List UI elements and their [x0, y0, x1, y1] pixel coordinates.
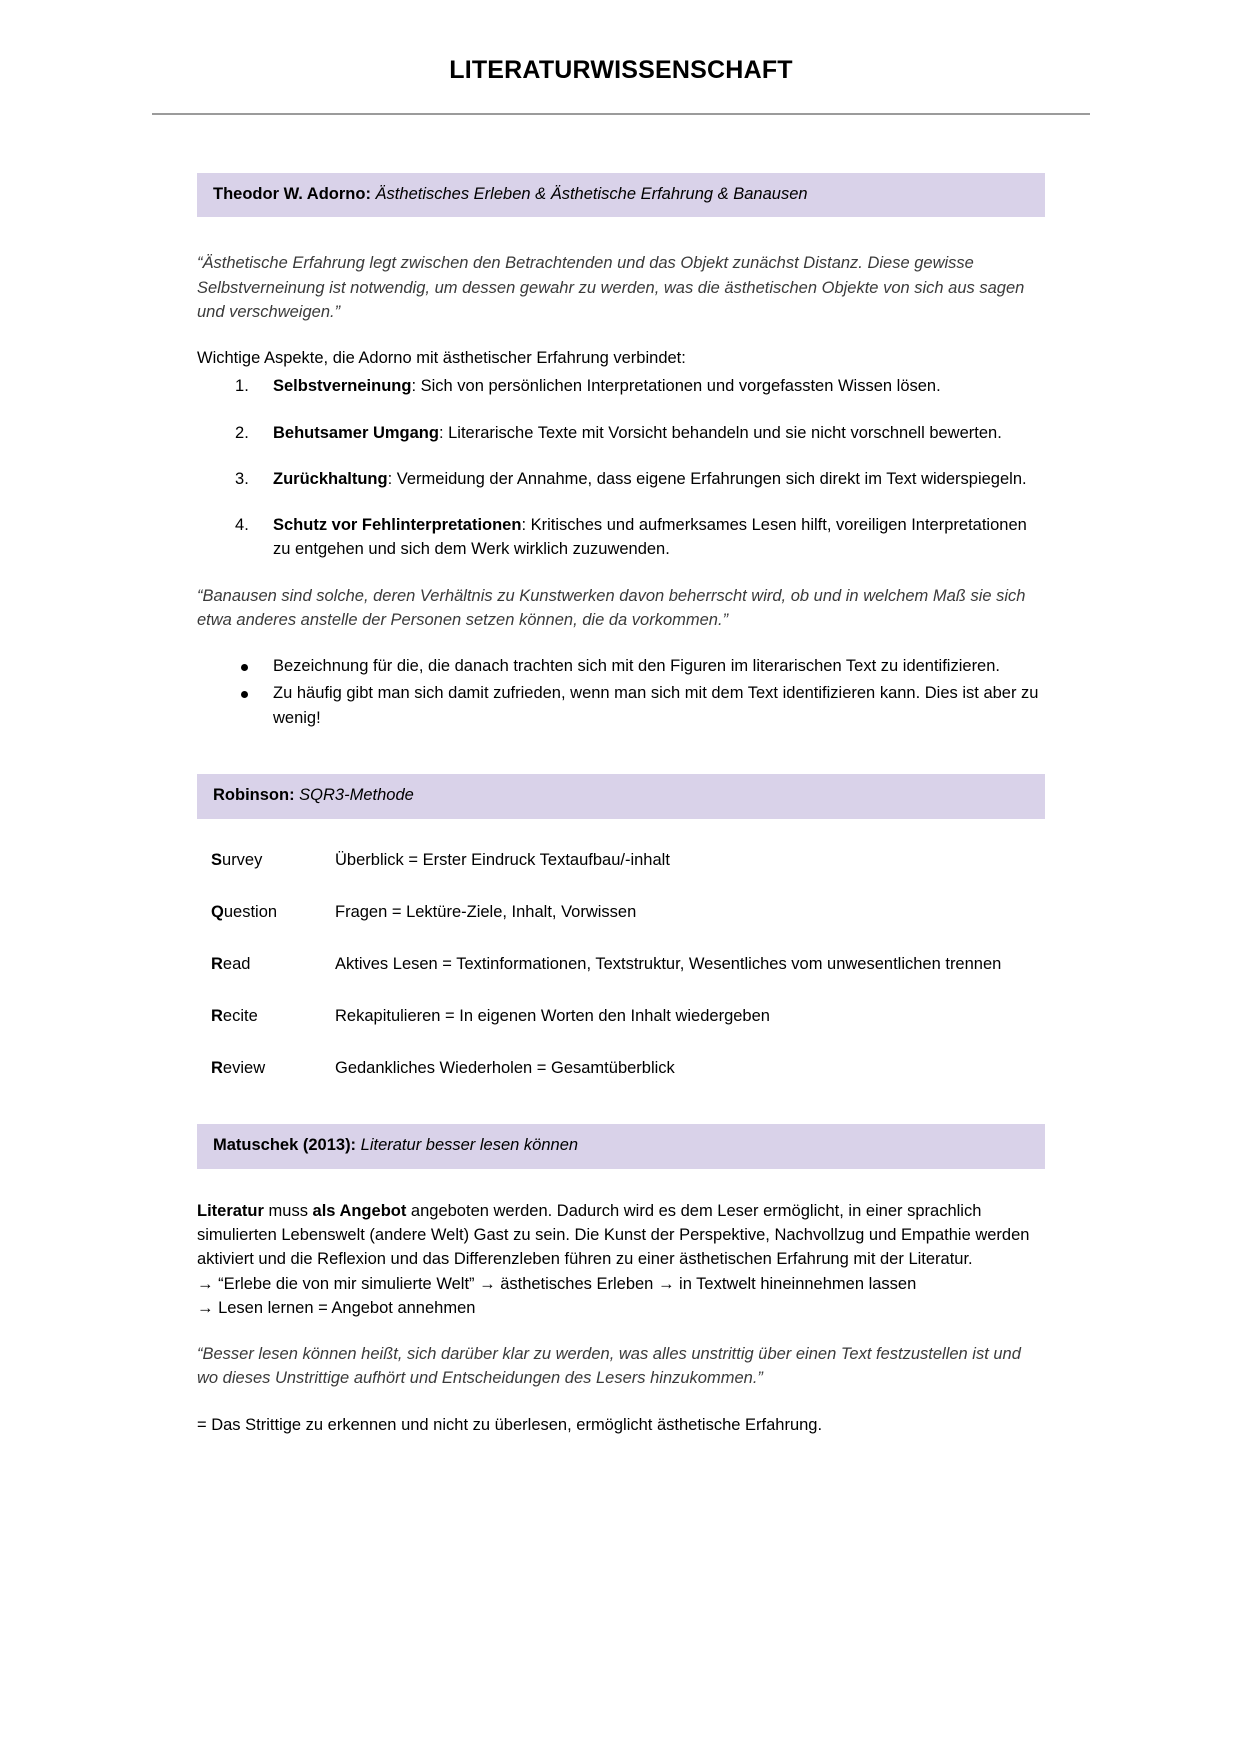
list-item: Zu häufig gibt man sich damit zufrieden, wenn man sich mit dem Text identifizieren kann. Dies ist aber zu wenig! — [197, 681, 1045, 731]
document-header — [0, 0, 1242, 115]
spacer — [197, 562, 1045, 584]
table-row — [211, 953, 1059, 1005]
banausen-bullet-list — [197, 654, 1045, 730]
list-item-lead: Schutz vor Fehlinterpretationen — [273, 516, 522, 535]
list-item-text: : Kritisches und aufmerksames Lesen hilft, voreiligen Interpretationen zu entgehen und sich dem Werk wirklich zuzuwenden. — [273, 516, 1027, 559]
sqr3-term-initial: R — [211, 1007, 223, 1026]
matuschek-arrow-line-one: → “Erlebe die von mir simulierte Welt” → ästhetisches Erleben → in Textwelt hineinnehmen lassen — [197, 1274, 917, 1293]
page-title: LITERATURWISSENSCHAFT — [449, 56, 793, 84]
list-item — [197, 513, 1045, 562]
spacer — [197, 1320, 1045, 1342]
matuschek-paragraph — [197, 1199, 1045, 1272]
matuschek-bold-angebot: als Angebot — [312, 1201, 407, 1220]
list-item — [197, 421, 1045, 445]
sqr3-term-initial: S — [211, 850, 223, 869]
list-item-lead: Behutsamer Umgang — [273, 423, 439, 442]
section-header-adorno — [197, 173, 1045, 217]
spacer — [197, 1080, 1045, 1124]
sqr3-term — [211, 901, 335, 953]
sqr3-term-initial: R — [211, 1059, 223, 1078]
sqr3-definition: Fragen = Lektüre-Ziele, Inhalt, Vorwissen — [335, 902, 637, 921]
list-item — [197, 467, 1045, 491]
spacer — [197, 632, 1045, 654]
matuschek-quote: “Besser lesen können heißt, sich darüber klar zu werden, was alles unstrittig über einen Text festzustellen ist und wo dieses Unstrittige aufhört und Entscheidungen des Lesers hinzukommen.” — [197, 1345, 1021, 1388]
sqr3-definition: Aktives Lesen = Textinformationen, Textstruktur, Wesentliches vom unwesentlichen trennen — [335, 955, 1002, 974]
list-item-lead: Selbstverneinung — [273, 377, 412, 396]
matuschek-bold-literatur: Literatur — [197, 1201, 264, 1220]
table-row — [211, 1005, 1059, 1057]
table-row — [211, 1057, 1059, 1080]
sqr3-term — [211, 953, 335, 1005]
adorno-quote-two: “Banausen sind solche, deren Verhältnis zu Kunstwerken davon beherrscht wird, ob und in welchem Maß sie sich etwa anderes anstelle der Personen setzen können, die da vorkommen.” — [197, 586, 1026, 629]
spacer — [197, 730, 1045, 774]
section-author-adorno: Theodor W. Adorno: — [213, 185, 371, 203]
matuschek-conclusion: = Das Strittige zu erkennen und nicht zu überlesen, ermöglicht ästhetische Erfahrung. — [197, 1415, 823, 1434]
section-author-matuschek: Matuschek (2013): — [213, 1136, 357, 1155]
sqr3-term-rest: urvey — [222, 850, 263, 869]
matuschek-arrow-line-two: → Lesen lernen = Angebot annehmen — [197, 1298, 476, 1317]
adorno-aspects-list — [197, 374, 1045, 561]
sqr3-definition: Gedankliches Wiederholen = Gesamtüberblick — [335, 1059, 675, 1078]
adorno-quote-one: “Ästhetische Erfahrung legt zwischen den Betrachtenden und das Objekt zunächst Distanz. Diese gewisse Selbstverneinung ist notwendig, um dessen gewahr zu werden, was die ästhetischen Objekte von sich aus sagen und verschweigen.” — [197, 254, 1025, 321]
spacer — [197, 819, 1045, 849]
adorno-aspects-intro: Wichtige Aspekte, die Adorno mit ästhetischer Erfahrung verbindet: — [197, 349, 686, 368]
matuschek-rest-text: angeboten werden. Dadurch wird es dem Leser ermöglicht, in einer sprachlich simulierten Lebenswelt (andere Welt) Gast zu sein. Die Kunst der Perspektive, Nachvollzug und Empathie werden aktiviert und die Reflexion und das Differenzleben führen zu einer ästhetischen Erfahrung mit der Literatur. — [197, 1201, 1030, 1269]
matuschek-mid-text: muss — [263, 1201, 313, 1220]
document-content — [197, 115, 1045, 1437]
sqr3-term-initial: Q — [211, 902, 224, 921]
list-item: Bezeichnung für die, die danach trachten sich mit den Figuren im literarischen Text zu identifizieren. — [197, 654, 1045, 679]
spacer — [197, 324, 1045, 346]
spacer — [197, 217, 1045, 251]
list-item-text: : Sich von persönlichen Interpretationen und vorgefassten Wissen lösen. — [411, 377, 941, 396]
sqr3-term-rest: uestion — [223, 902, 278, 921]
section-topic-matuschek: Literatur besser lesen können — [360, 1136, 579, 1155]
list-item-text: : Literarische Texte mit Vorsicht behandeln und sie nicht vorschnell bewerten. — [438, 423, 1002, 442]
sqr3-table — [211, 849, 1059, 1080]
sqr3-term-rest: ecite — [222, 1007, 258, 1026]
sqr3-term-rest: ead — [222, 955, 251, 974]
table-row — [211, 901, 1059, 953]
section-header-matuschek — [197, 1124, 1045, 1168]
sqr3-definition: Überblick = Erster Eindruck Textaufbau/-inhalt — [335, 850, 670, 869]
spacer — [197, 1391, 1045, 1413]
sqr3-term-initial: R — [211, 955, 223, 974]
sqr3-term-rest: eview — [222, 1059, 266, 1078]
list-item-lead: Zurückhaltung — [273, 469, 388, 488]
spacer — [197, 1169, 1045, 1199]
sqr3-term — [211, 849, 335, 901]
sqr3-term — [211, 1005, 335, 1057]
sqr3-definition: Rekapitulieren = In eigenen Worten den Inhalt wiedergeben — [335, 1007, 770, 1026]
sqr3-term — [211, 1057, 335, 1080]
table-row — [211, 849, 1059, 901]
section-author-robinson: Robinson: — [213, 786, 295, 805]
section-topic-robinson: SQR3-Methode — [299, 786, 414, 805]
list-item-text: : Vermeidung der Annahme, dass eigene Erfahrungen sich direkt im Text widerspiegeln. — [387, 469, 1027, 488]
section-topic-adorno: Ästhetisches Erleben & Ästhetische Erfahrung & Banausen — [375, 185, 808, 203]
section-header-robinson — [197, 774, 1045, 818]
list-item — [197, 374, 1045, 398]
